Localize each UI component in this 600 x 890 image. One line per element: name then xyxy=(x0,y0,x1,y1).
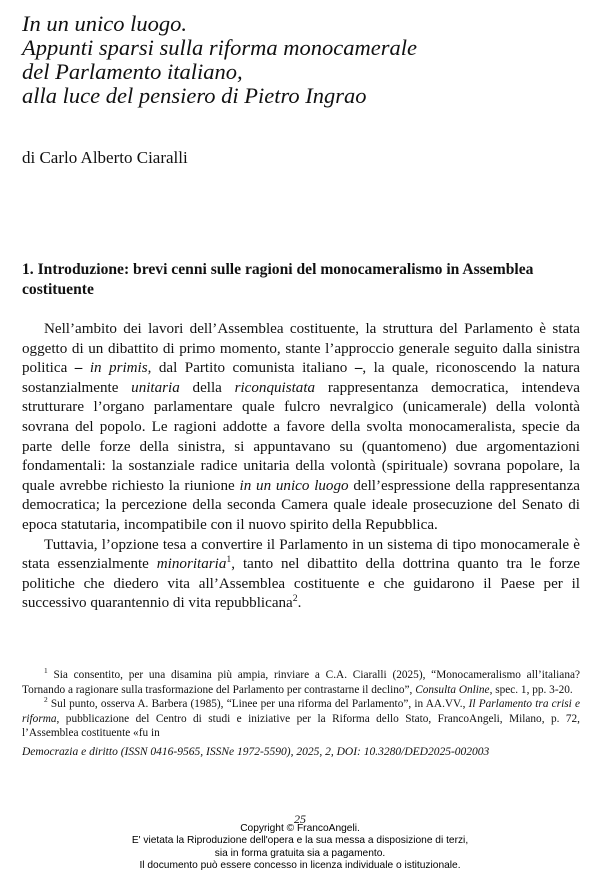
copyright-line: sia in forma gratuita sia a pagamento. xyxy=(214,847,386,859)
footnote-ref[interactable]: 1 xyxy=(226,554,232,566)
body-text-run: , dal Partito comunista italiano xyxy=(147,360,355,377)
copyright-notice xyxy=(0,823,600,872)
author-byline: di Carlo Alberto Ciaralli xyxy=(22,148,188,167)
footnote-mark: 2 xyxy=(44,695,48,705)
footnote-text: Sia consentito, per una disamina più ampia, rinviare a C.A. Ciaralli (2025), “Monocameralismo all’italiana? Tornando a ragionare sulla trasformazione del Parlamento per contrastarne il declino”, xyxy=(22,669,580,696)
emphasis: unitaria xyxy=(131,379,180,396)
body-text-run: Tuttavia, l’opzione tesa a convertire il Parlamento in un sistema di tipo monocamerale è stata essenzialmente xyxy=(22,536,580,573)
copyright-line: Il documento può essere concesso in licenza individuale o istituzionale. xyxy=(139,859,461,871)
emphasis: Consulta Online xyxy=(415,683,490,696)
body-text xyxy=(22,320,580,614)
emphasis: minoritaria xyxy=(156,556,227,573)
body-text-run: , la quale, riconoscendo la natura sostanzialmente xyxy=(22,360,581,396)
footnote-text: Sul punto, osserva A. Barbera (1985), “Linee per una riforma del Parlamento”, in AA.VV., xyxy=(47,698,469,711)
footnotes xyxy=(22,668,580,741)
section-heading: 1. Introduzione: brevi cenni sulle ragioni del monocameralismo in Assemblea costituente xyxy=(22,261,534,298)
title-line: Appunti sparsi sulla riforma monocamerale xyxy=(22,35,418,60)
footnote xyxy=(22,668,580,697)
em-dash: – xyxy=(354,360,363,377)
page-number: 25 xyxy=(294,812,306,826)
emphasis: riconquistata xyxy=(234,379,316,396)
emphasis: in primis xyxy=(89,360,148,377)
footnote-ref[interactable]: 2 xyxy=(292,593,298,605)
article-title xyxy=(22,12,582,108)
emphasis: in un unico luogo xyxy=(239,477,349,494)
footnote-mark: 1 xyxy=(44,666,48,676)
body-text-run: Nell’ambito dei lavori dell’Assemblea costituente, la struttura del Parlamento è stata oggetto di un dibattito di primo momento, stante l’approccio generale seguito dalla sinistra politica xyxy=(22,321,580,377)
title-line: alla luce del pensiero di Pietro Ingrao xyxy=(22,83,367,108)
copyright-line: Copyright © FrancoAngeli. xyxy=(240,823,360,834)
body-text-run: della xyxy=(179,379,235,396)
body-paragraph xyxy=(22,536,580,614)
em-dash: – xyxy=(74,360,83,377)
emphasis: Il Parlamento tra crisi e riforma xyxy=(22,698,580,725)
body-paragraph xyxy=(22,320,580,536)
footnote xyxy=(22,697,580,741)
body-text-run: . xyxy=(297,595,302,612)
body-text-run: , tanto nel dibattito della dottrina quanto tra le forze politiche che diedero vita all’Assemblea costituente e che guidarono il Paese per il successivo quarantennio di vita repubblicana xyxy=(22,556,580,612)
title-line: In un unico luogo. xyxy=(22,11,187,36)
journal-citation: Democrazia e diritto (ISSN 0416-9565, ISSNe 1972-5590), 2025, 2, DOI: 10.3280/DED2025-002003 xyxy=(22,746,490,758)
footnote-text: , pubblicazione del Centro di studi e iniziative per la Riforma dello Stato, FrancoAngeli, Milano, p. 72, l’Assemblea costituente «fu in xyxy=(22,712,580,740)
copyright-line: E' vietata la Riproduzione dell'opera e la sua messa a disposizione di terzi, xyxy=(131,835,469,847)
body-text-run: dell’espressione della rappresentanza democratica; la percezione della seconda Camera quale ideale prosecuzione del Senato di epoca statutaria, incompatibile con il nuovo spirito della Repubblica. xyxy=(22,477,580,533)
title-line: del Parlamento italiano, xyxy=(22,59,243,84)
body-text-run: rappresentanza democratica, intendeva strutturare l’organo parlamentare quale fulcro nevralgico (unicamerale) della volontà sovrana del popolo. Le ragioni addotte a favore della svolta monocameralista, specie da parte delle forze della sinistra, si appuntavano su (quantomeno) due argomentazioni fondamentali: la sostanziale radice unitaria della volontà (spirituale) sovrana popolare, la quale avrebbe richiesto la riunione xyxy=(22,379,580,494)
footnote-text: , spec. 1, pp. 3-20. xyxy=(489,683,573,696)
